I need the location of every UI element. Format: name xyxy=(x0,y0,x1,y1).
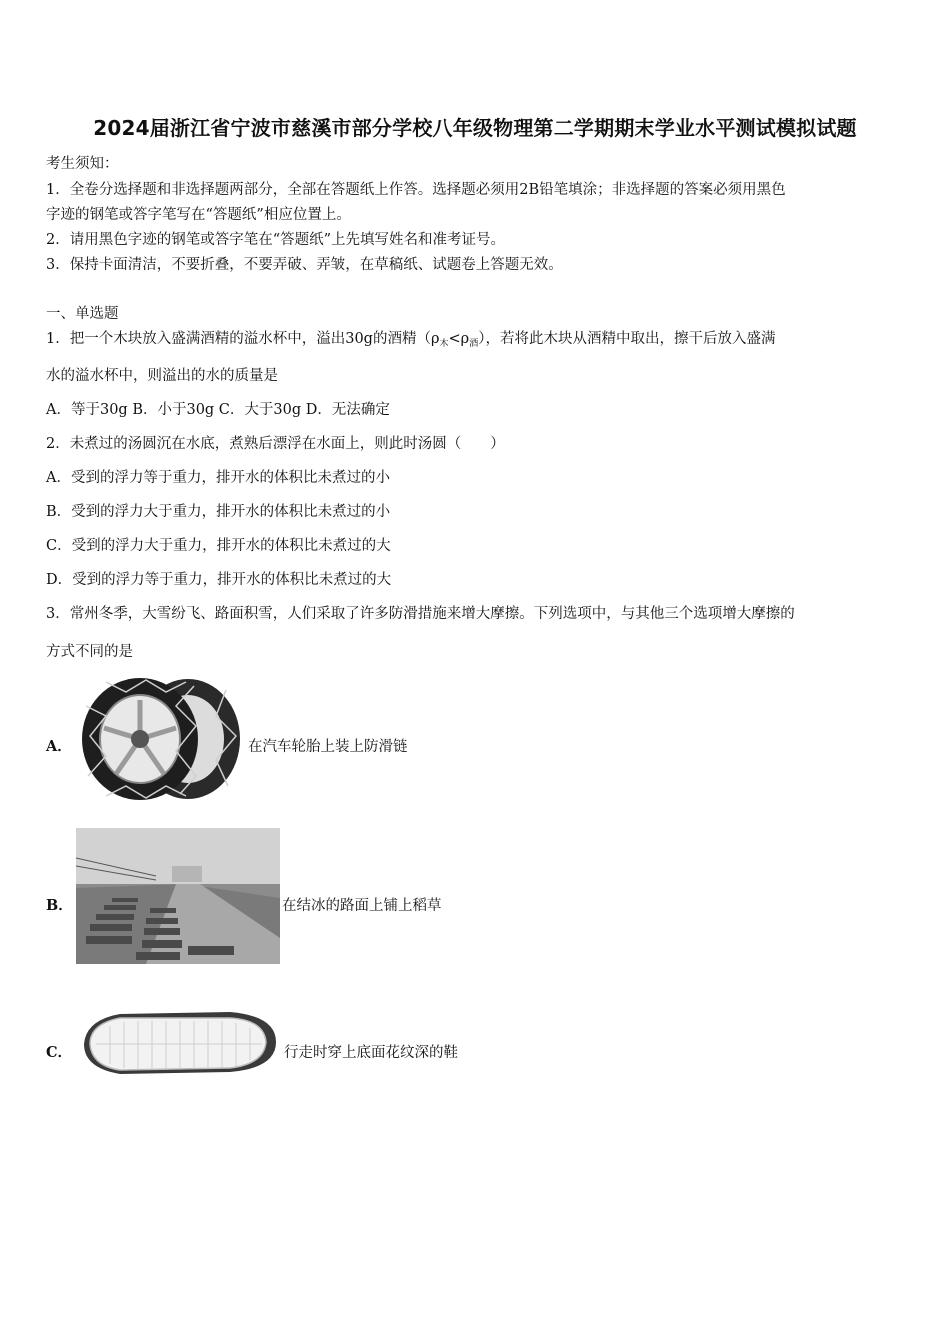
question-1-line-1 xyxy=(46,327,775,349)
question-2-option-c: C．受到的浮力大于重力，排开水的体积比未煮过的大 xyxy=(46,538,391,554)
tire-chain-image xyxy=(76,676,246,802)
exam-title: 2024届浙江省宁波市慈溪市部分学校八年级物理第二学期期末学业水平测试模拟试题 xyxy=(93,116,857,140)
subscript-alcohol: 酒 xyxy=(469,339,479,349)
notice-item-2: 2．请用黑色字迹的钢笔或答字笔在“答题纸”上先填写姓名和准考证号。 xyxy=(46,232,506,248)
notice-item-3: 3．保持卡面清洁，不要折叠，不要弄破、弄皱，在草稿纸、试题卷上答题无效。 xyxy=(46,257,563,273)
shoe-sole-image xyxy=(80,1006,280,1080)
q3-option-a-text: 在汽车轮胎上装上防滑链 xyxy=(248,739,408,755)
section-heading: 一、单选题 xyxy=(46,306,119,322)
notice-item-1-line-1: 1．全卷分选择题和非选择题两部分，全部在答题纸上作答。选择题必须用2B铅笔填涂；非选择题的答案必须用黑色 xyxy=(46,182,786,198)
subscript-wood: 木 xyxy=(439,339,449,349)
q3-option-c-text: 行走时穿上底面花纹深的鞋 xyxy=(284,1045,458,1061)
q3-option-a-letter: A． xyxy=(46,738,72,755)
icy-road-straw-image xyxy=(76,828,280,964)
question-1-text-b: ），若将此木块从酒精中取出，擦干后放入盛满 xyxy=(478,331,776,347)
question-1-options: A．等于30g B．小于30g C．大于30g D．无法确定 xyxy=(46,402,390,418)
q3-option-c-letter: C． xyxy=(46,1044,73,1061)
question-3-line-1: 3．常州冬季，大雪纷飞、路面积雪，人们采取了许多防滑措施来增大摩擦。下列选项中，与其他三个选项增大摩擦的 xyxy=(46,606,795,622)
question-2-option-d: D．受到的浮力等于重力，排开水的体积比未煮过的大 xyxy=(46,572,392,588)
question-1-line-2: 水的溢水杯中，则溢出的水的质量是 xyxy=(46,368,278,384)
question-1-text-mid: <ρ xyxy=(448,331,470,347)
question-1-text-a: 1．把一个木块放入盛满酒精的溢水杯中，溢出30g的酒精（ρ xyxy=(46,331,440,347)
question-2-option-a: A．受到的浮力等于重力，排开水的体积比未煮过的小 xyxy=(46,470,390,486)
q3-option-b-text: 在结冰的路面上铺上稻草 xyxy=(282,898,442,914)
question-3-line-2: 方式不同的是 xyxy=(46,644,133,660)
q3-option-b-letter: B． xyxy=(46,897,73,914)
notice-item-1-line-2: 字迹的钢笔或答字笔写在“答题纸”相应位置上。 xyxy=(46,207,351,223)
question-2-option-b: B．受到的浮力大于重力，排开水的体积比未煮过的小 xyxy=(46,504,391,520)
notice-heading: 考生须知： xyxy=(46,156,119,172)
question-2-stem: 2．未煮过的汤圆沉在水底，煮熟后漂浮在水面上，则此时汤圆（ ） xyxy=(46,436,505,452)
